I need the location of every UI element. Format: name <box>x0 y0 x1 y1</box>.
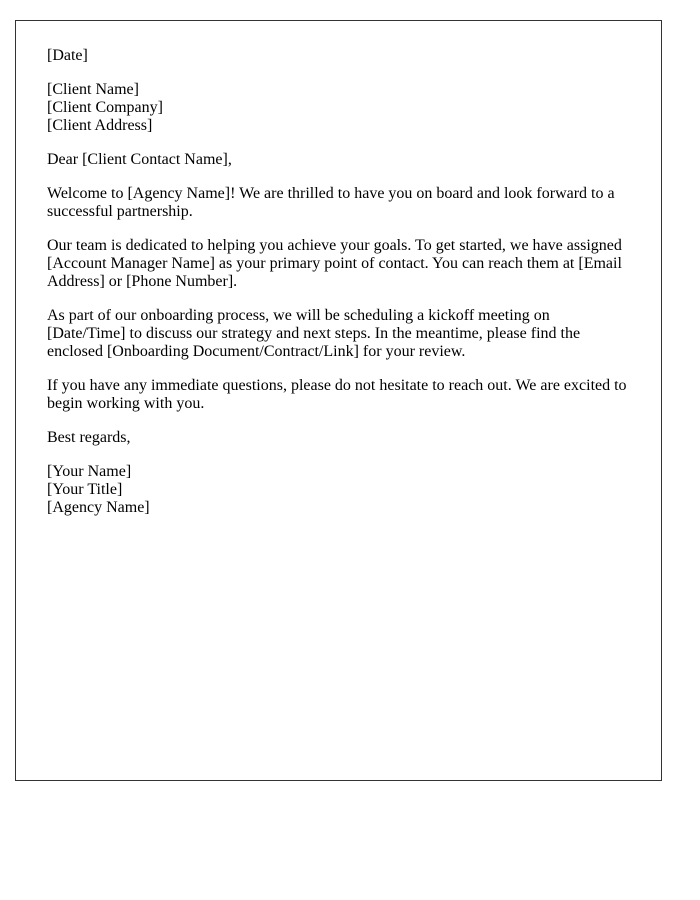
closing: Best regards, <box>47 429 131 446</box>
signature-name: [Your Name] <box>47 463 132 480</box>
recipient-address: [Client Address] <box>47 117 153 134</box>
recipient-company: [Client Company] <box>47 99 163 116</box>
signature-title: [Your Title] <box>47 481 123 498</box>
signature-agency: [Agency Name] <box>47 499 150 516</box>
paragraph-questions: If you have any immediate questions, please do not hesitate to reach out. We are excited to begin working with you. <box>47 377 627 412</box>
recipient-block <box>47 81 632 135</box>
letter-body <box>47 47 632 517</box>
paragraph-welcome: Welcome to [Agency Name]! We are thrilled to have you on board and look forward to a successful partnership. <box>47 185 615 220</box>
recipient-name: [Client Name] <box>47 81 139 98</box>
salutation: Dear [Client Contact Name], <box>47 151 232 168</box>
paragraph-onboarding: As part of our onboarding process, we will be scheduling a kickoff meeting on [Date/Time] to discuss our strategy and next steps. In the meantime, please find the enclosed [Onboarding Document/Contract/Link] for your review. <box>47 307 581 360</box>
paragraph-team: Our team is dedicated to helping you achieve your goals. To get started, we have assigned [Account Manager Name] as your primary point of contact. You can reach them at [Email Address] or [Phone Number]. <box>47 237 622 290</box>
letter-page <box>15 20 662 781</box>
signature-block <box>47 463 632 517</box>
date-line: [Date] <box>47 47 88 64</box>
